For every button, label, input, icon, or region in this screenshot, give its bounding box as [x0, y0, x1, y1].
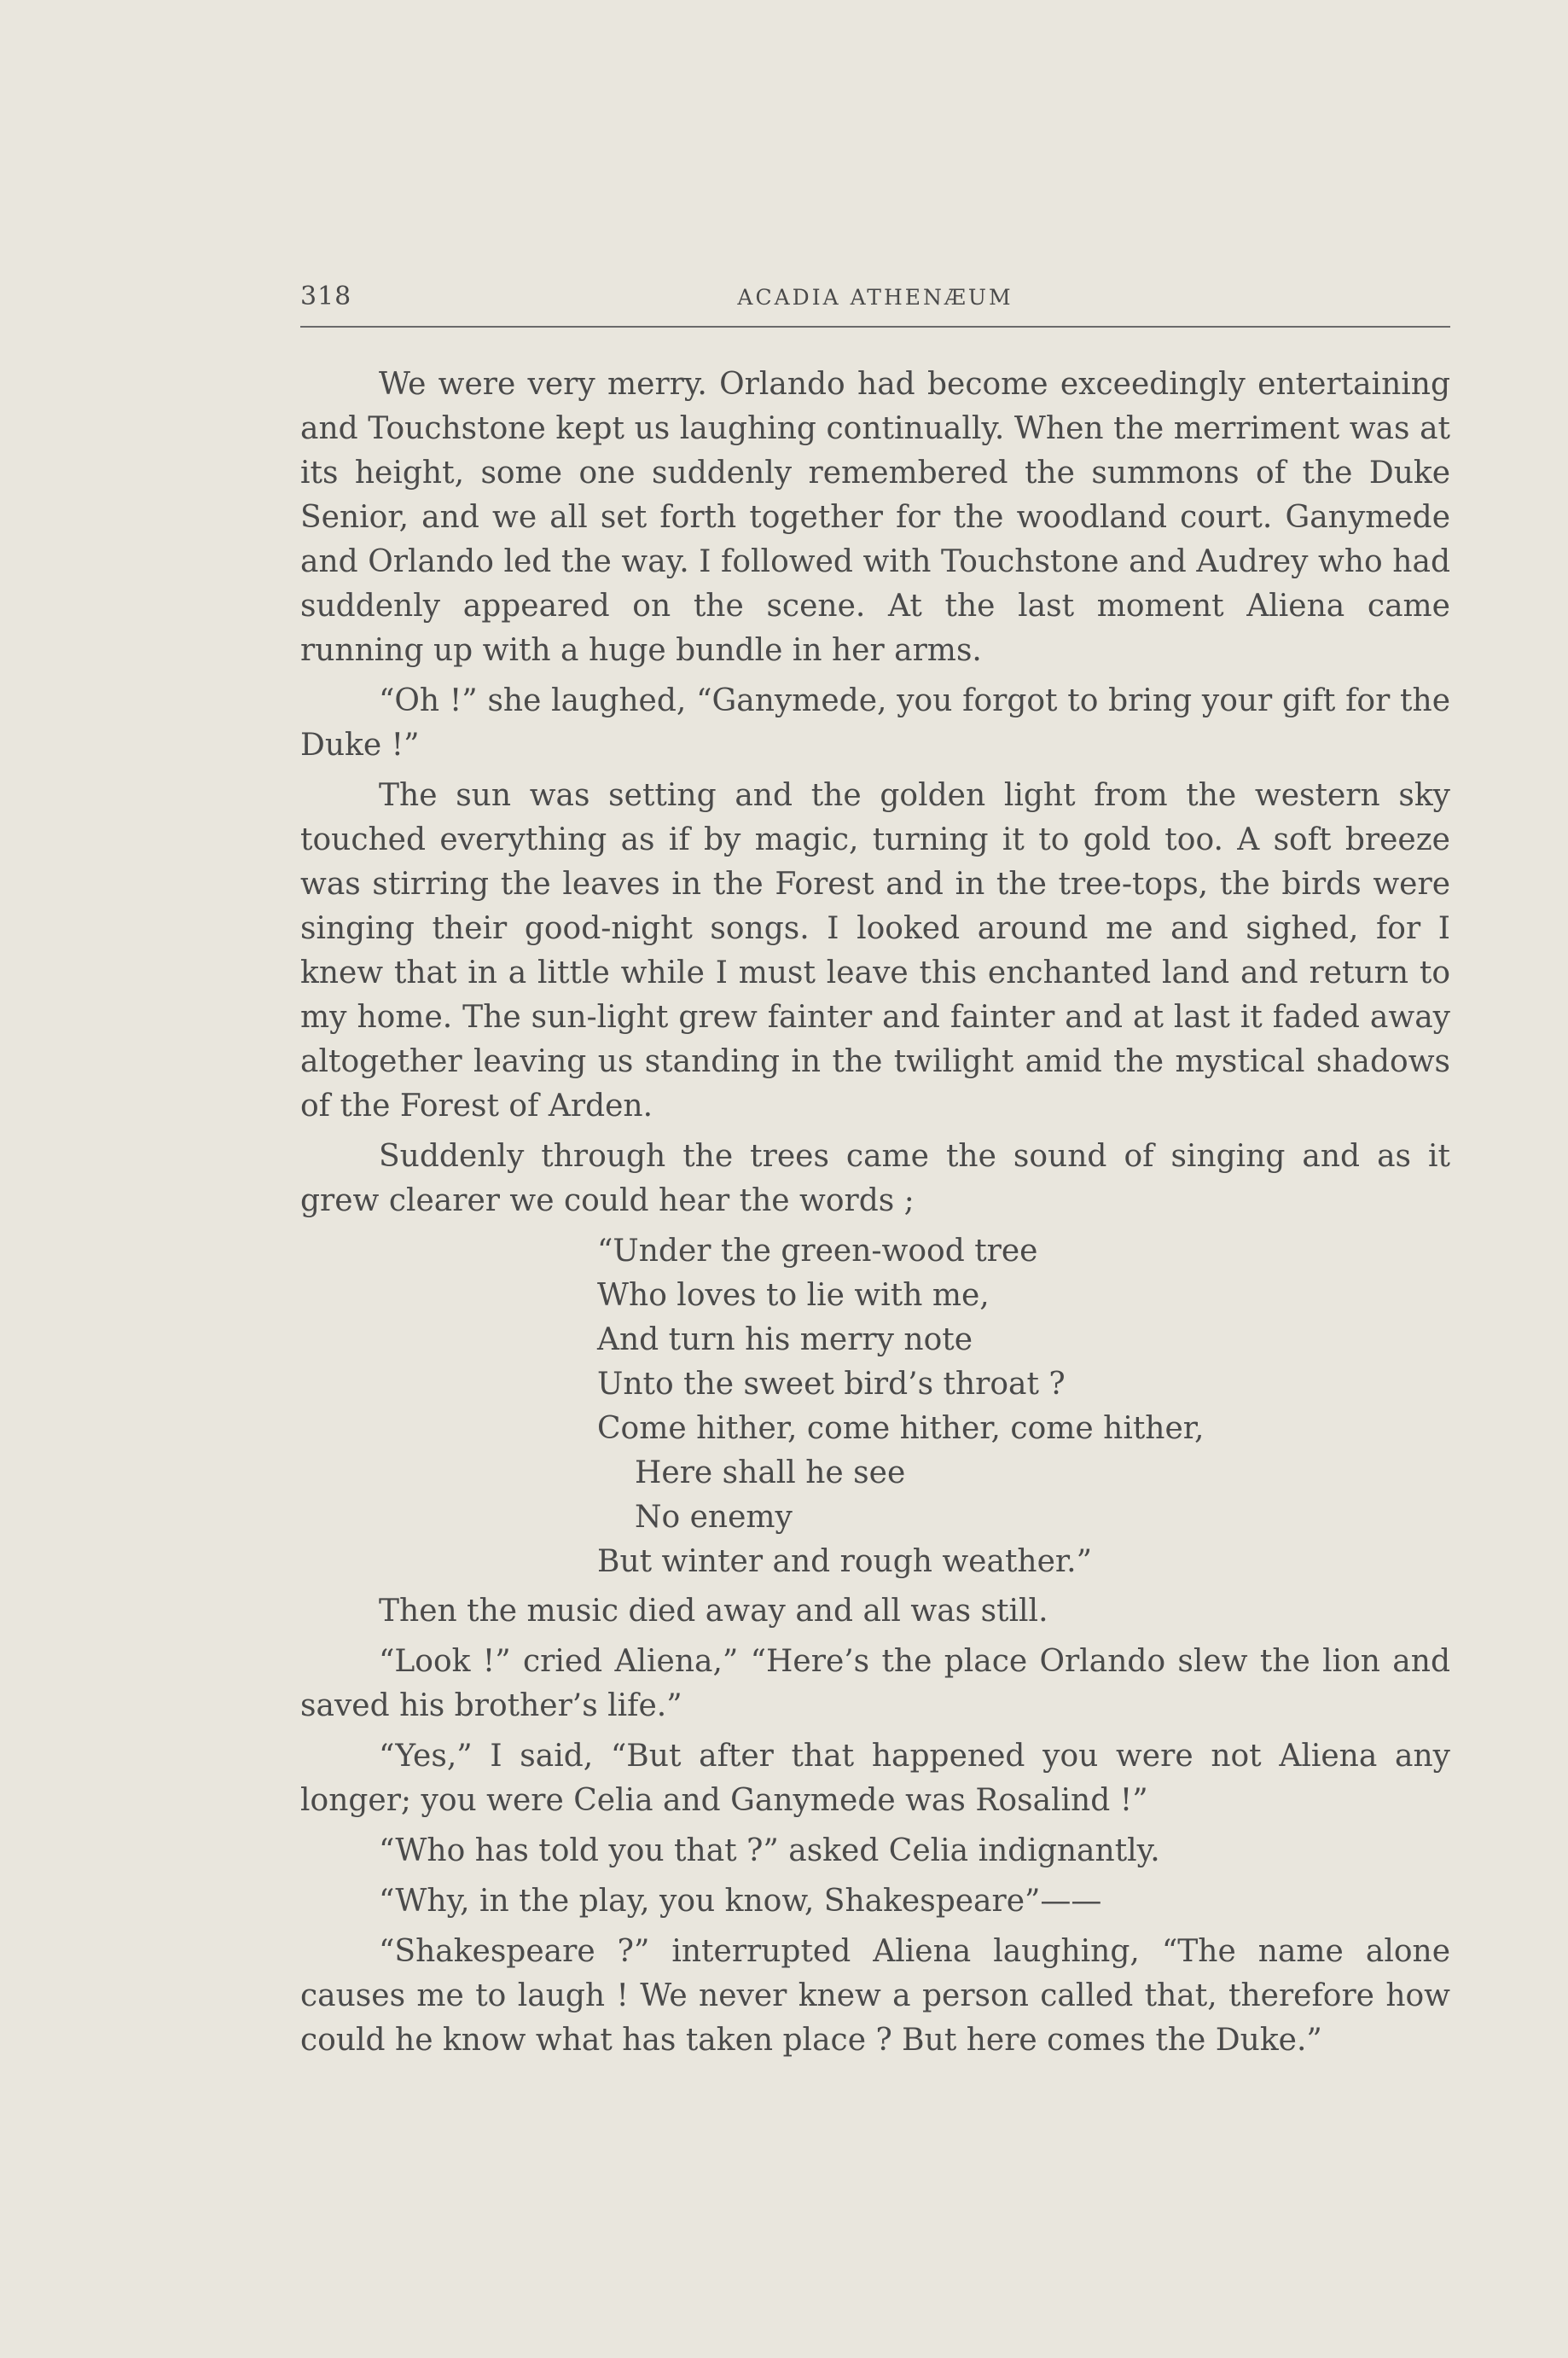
paragraph-why-play: “Why, in the play, you know, Shakespeare”——: [379, 1884, 1102, 1919]
verse-line: Here shall he see: [635, 1455, 906, 1490]
paragraph-look: “Look !” cried Aliena,” “Here’s the place Orlando slew the lion and saved his brother’s life.”: [300, 1644, 1450, 1723]
page-header: [300, 282, 1450, 328]
verse-line: But winter and rough weather.”: [597, 1544, 1093, 1579]
paragraph-yes: “Yes,” I said, “But after that happened you were not Aliena any longer; you were Celia and Ganymede was Rosalind !”: [300, 1739, 1450, 1818]
verse-line: No enemy: [635, 1500, 793, 1535]
page-number: 318: [300, 282, 352, 311]
running-title: ACADIA ATHENÆUM: [737, 285, 1013, 310]
paragraph-who-told: “Who has told you that ?” asked Celia indignantly.: [379, 1833, 1160, 1868]
verse-line: Unto the sweet bird’s throat ?: [597, 1367, 1066, 1402]
body-text: [300, 363, 1450, 2063]
verse-line: Come hither, come hither, come hither,: [597, 1411, 1205, 1446]
paragraph-merry: We were very merry. Orlando had become exceedingly entertaining and Touchstone kept us laughing continually. When the merriment was at its height, some one suddenly remembered the summons of the Duke Senior, and we all set forth together for the woodland court. Ganymede and Orlando led the way. I followed with Touchstone and Audrey who had suddenly appeared on the scene. At the last moment Aliena came running up with a huge bundle in her arms.: [300, 367, 1450, 668]
paragraph-sunset: The sun was setting and the golden light from the western sky touched everything as if by magic, turning it to gold too. A soft breeze was stirring the leaves in the Forest and in the tree-tops, the birds were singing their good-night songs. I looked around me and sighed, for I knew that in a little while I must leave this enchanted land and return to my home. The sun-light grew fainter and fainter and at last it faded away altogether leaving us standing in the twilight amid the mystical shadows of the Forest of Arden.: [300, 778, 1450, 1124]
paragraph-music-died: Then the music died away and all was still.: [379, 1594, 1048, 1629]
paragraph-gift: “Oh !” she laughed, “Ganymede, you forgot to bring your gift for the Duke !”: [300, 683, 1450, 763]
paragraph-singing: Suddenly through the trees came the sound of singing and as it grew clearer we could hear the words ;: [300, 1139, 1450, 1218]
song-verse: [597, 1229, 1450, 1584]
verse-line: “Under the green-wood tree: [597, 1234, 1038, 1269]
paragraph-shakespeare: “Shakespeare ?” interrupted Aliena laughing, “The name alone causes me to laugh ! We never knew a person called that, therefore how could he know what has taken place ? But here comes the Duke.”: [300, 1934, 1450, 2058]
verse-line: Who loves to lie with me,: [597, 1278, 990, 1313]
verse-line: And turn his merry note: [597, 1322, 973, 1357]
